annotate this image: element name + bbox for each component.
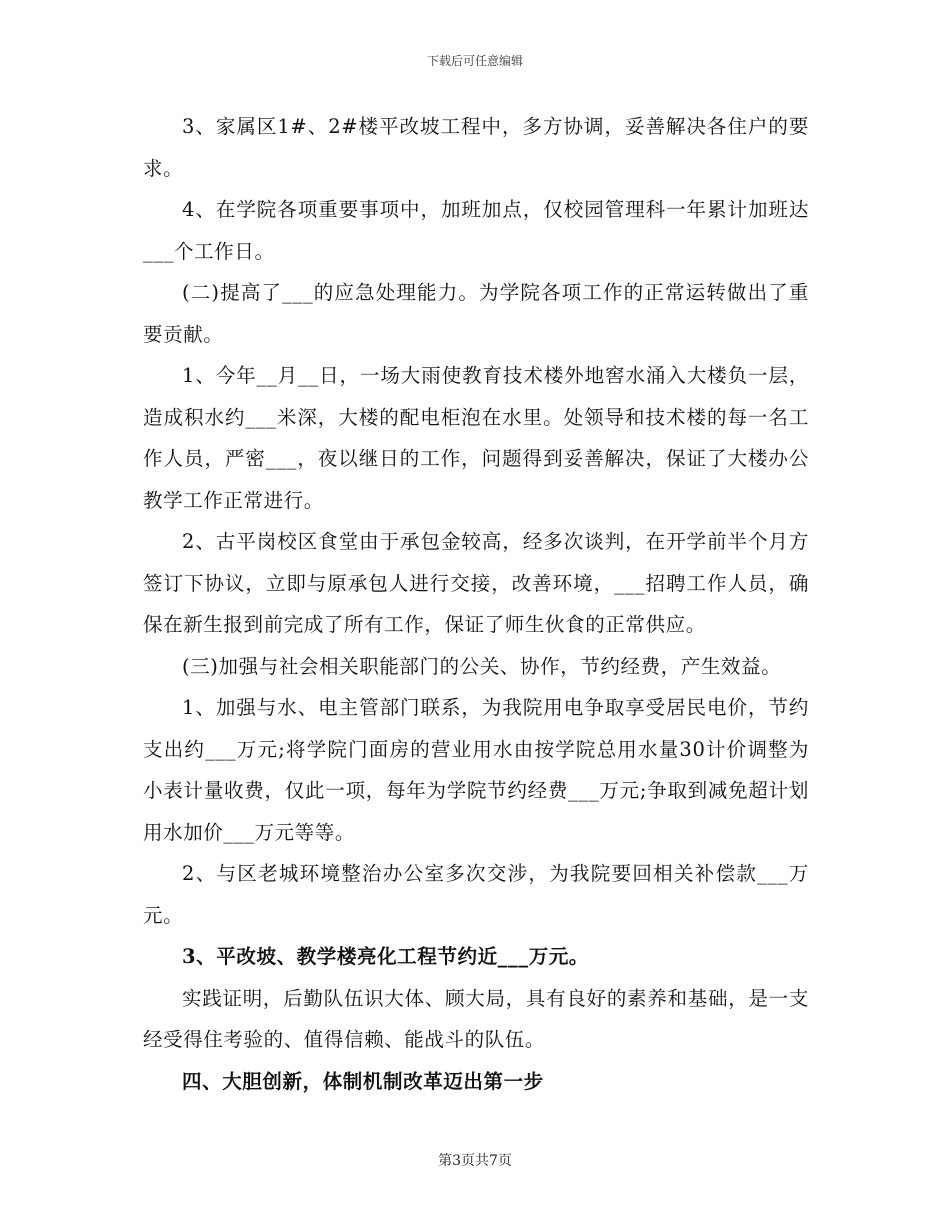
paragraph: 实践证明，后勤队伍识大体、顾大局，具有良好的素养和基础，是一支经受得住考验的、值得信赖、能战斗的队伍。	[143, 986, 809, 1051]
page-number: 第3页共7页	[438, 1153, 512, 1169]
paragraph: 4、在学院各项重要事项中，加班加点，仅校园管理科一年累计加班达___个工作日。	[143, 198, 809, 263]
bold-paragraph: 3、平改坡、教学楼亮化工程节约近___万元。	[182, 945, 590, 968]
page-header: 下载后可任意编辑	[426, 54, 523, 68]
paragraph: 2、与区老城环境整治办公室多次交涉，为我院要回相关补偿款___万元。	[143, 862, 809, 927]
section-heading: 四、大胆创新，体制机制改革迈出第一步	[182, 1069, 544, 1093]
paragraph: 1、今年__月__日，一场大雨使教育技术楼外地窖水涌入大楼负一层，造成积水约___米深，大楼的配电柜泡在水里。处领导和技术楼的每一名工作人员，严密___，夜以继日的工作，问题得到妥善解决，保证了大楼办公教学工作正常进行。	[143, 364, 809, 512]
document-body	[143, 106, 809, 1102]
paragraph: 1、加强与水、电主管部门联系，为我院用电争取享受居民电价，节约支出约___万元;将学院门面房的营业用水由按学院总用水量30计价调整为小表计量收费，仅此一项，每年为学院节约经费___万元;争取到减免超计划用水加价___万元等等。	[143, 696, 809, 844]
paragraph: (二)提高了___的应急处理能力。为学院各项工作的正常运转做出了重要贡献。	[143, 281, 809, 346]
paragraph: 3、家属区1#、2#楼平改坡工程中，多方协调，妥善解决各住户的要求。	[143, 115, 809, 180]
paragraph: (三)加强与社会相关职能部门的公关、协作，节约经费，产生效益。	[182, 654, 782, 678]
paragraph: 2、古平岗校区食堂由于承包金较高，经多次谈判，在开学前半个月方签订下协议，立即与原承包人进行交接，改善环境，___招聘工作人员，确保在新生报到前完成了所有工作，保证了师生伙食的正常供应。	[143, 530, 809, 636]
